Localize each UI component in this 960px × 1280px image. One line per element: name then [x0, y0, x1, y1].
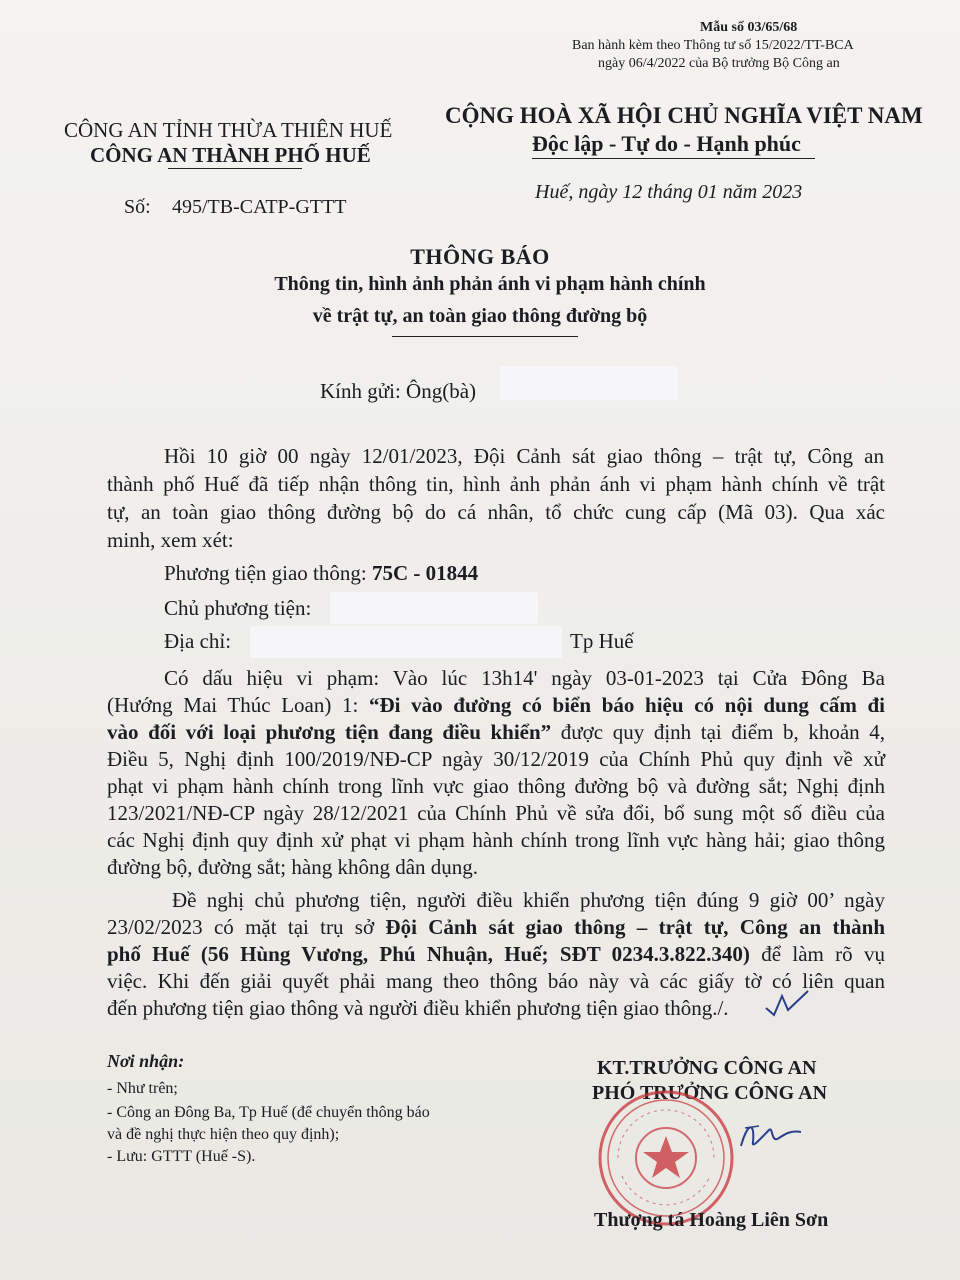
office-name: Đội Cảnh sát giao thông – trật tự, Công an thành	[385, 915, 886, 939]
recipient-label: Kính gửi: Ông(bà)	[320, 379, 477, 403]
document-subtitle: Thông tin, hình ảnh phản ánh vi phạm hành chính	[274, 273, 706, 295]
redacted-address	[250, 626, 562, 658]
signature-title-2: PHÓ TRƯỞNG CÔNG AN	[592, 1082, 828, 1104]
body-line: Có dấu hiệu vi phạm: Vào lúc 13h14' ngày 03-01-2023 tại Cửa Đông Ba	[164, 666, 885, 690]
motto: Độc lập - Tự do - Hạnh phúc	[532, 131, 801, 156]
violation-location: (Hướng Mai Thúc Loan) 1:	[107, 693, 359, 717]
signature-title: KT.TRƯỞNG CÔNG AN	[597, 1057, 817, 1079]
office-address: phố Huế (56 Hùng Vương, Phú Nhuận, Huế; SĐT 0234.3.822.340)	[107, 942, 750, 966]
body-line: đường bộ, đường sắt; hàng không dân dụng.	[107, 855, 479, 879]
signer-name: Thượng tá Hoàng Liên Sơn	[594, 1209, 829, 1231]
body-line	[107, 718, 885, 746]
body-line: đến phương tiện giao thông và người điều khiển phương tiện giao thông./.	[107, 996, 729, 1020]
recipient-item: - Công an Đông Ba, Tp Huế (để chuyển thông báo	[107, 1104, 430, 1121]
body-line	[107, 940, 885, 968]
body-line	[107, 691, 885, 719]
recipient-item: - Lưu: GTTT (Huế -S).	[107, 1148, 256, 1165]
violation-description: “Đi vào đường có biển báo hiệu có nội dung cấm đi	[369, 693, 886, 717]
nation-heading: CỘNG HOÀ XÃ HỘI CHỦ NGHĨA VIỆT NAM	[445, 103, 923, 128]
legal-basis: được quy định tại điểm b, khoản 4,	[560, 720, 885, 744]
body-line	[107, 913, 885, 941]
police-seal	[596, 1088, 736, 1228]
redacted-recipient	[500, 366, 678, 400]
motto-underline	[532, 158, 815, 159]
address-city: Tp Huế	[570, 629, 634, 653]
subtitle-underline	[392, 336, 578, 337]
handwritten-signature	[735, 1116, 805, 1156]
vehicle-label: Phương tiện giao thông:	[164, 561, 367, 585]
body-line: phạt vi phạm hành chính trong lĩnh vực giao thông đường bộ và đường sắt; Nghị định	[107, 774, 885, 798]
agency-parent: CÔNG AN TỈNH THỪA THIÊN HUẾ	[64, 118, 393, 142]
form-note-date: ngày 06/4/2022 của Bộ trưởng Bộ Công an	[598, 56, 840, 71]
handwritten-tick	[762, 988, 812, 1018]
purpose: để làm rõ vụ	[761, 942, 886, 966]
agency-name: CÔNG AN THÀNH PHỐ HUẾ	[90, 143, 371, 167]
document-title: THÔNG BÁO	[410, 244, 550, 269]
form-note: Ban hành kèm theo Thông tư số 15/2022/TT-BCA	[572, 38, 854, 53]
document-subtitle-2: về trật tự, an toàn giao thông đường bộ	[312, 305, 648, 327]
body-line: minh, xem xét:	[107, 528, 234, 552]
body-line: 123/2021/NĐ-CP ngày 28/12/2021 của Chính Phủ về sửa đổi, bổ sung một số điều của	[107, 801, 885, 825]
form-number: Mẫu số 03/65/68	[700, 20, 798, 35]
doc-number-label: Số:	[124, 196, 151, 218]
recipient-item: và đề nghị thực hiện theo quy định);	[107, 1126, 340, 1143]
body-line: Điều 5, Nghị định 100/2019/NĐ-CP ngày 30/12/2019 của Chính Phủ quy định về xử	[107, 747, 885, 771]
violation-description-cont: vào đối với loại phương tiện đang điều khiển”	[107, 720, 552, 744]
body-line: các Nghị định quy định xử phạt vi phạm hành chính trong lĩnh vực hàng hải; giao thông	[107, 828, 885, 852]
doc-number: 495/TB-CATP-GTTT	[172, 196, 347, 218]
vehicle-plate: 75C - 01844	[371, 561, 479, 585]
body-line: tự, an toàn giao thông đường bộ do cá nhân, tổ chức cung cấp (Mã 03). Qua xác	[107, 500, 885, 524]
recipient-item: - Như trên;	[107, 1080, 178, 1097]
owner-label: Chủ phương tiện:	[164, 596, 312, 620]
address-label: Địa chỉ:	[164, 629, 232, 653]
vehicle-line	[164, 559, 478, 587]
redacted-owner	[330, 592, 538, 624]
agency-underline	[168, 168, 302, 169]
recipients-title: Nơi nhận:	[107, 1051, 185, 1071]
body-line: thành phố Huế đã tiếp nhận thông tin, hình ảnh phản ánh vi phạm hành chính về trật	[107, 472, 885, 496]
place-date: Huế, ngày 12 tháng 01 năm 2023	[535, 181, 803, 203]
body-line: Hồi 10 giờ 00 ngày 12/01/2023, Đội Cảnh sát giao thông – trật tự, Công an	[164, 444, 884, 468]
appointment-date: 23/02/2023 có mặt tại trụ sở	[107, 915, 375, 939]
body-line: việc. Khi đến giải quyết phải mang theo thông báo này và các giấy tờ có liên quan	[107, 969, 885, 993]
body-line: Đề nghị chủ phương tiện, người điều khiển phương tiện đúng 9 giờ 00’ ngày	[172, 888, 885, 912]
